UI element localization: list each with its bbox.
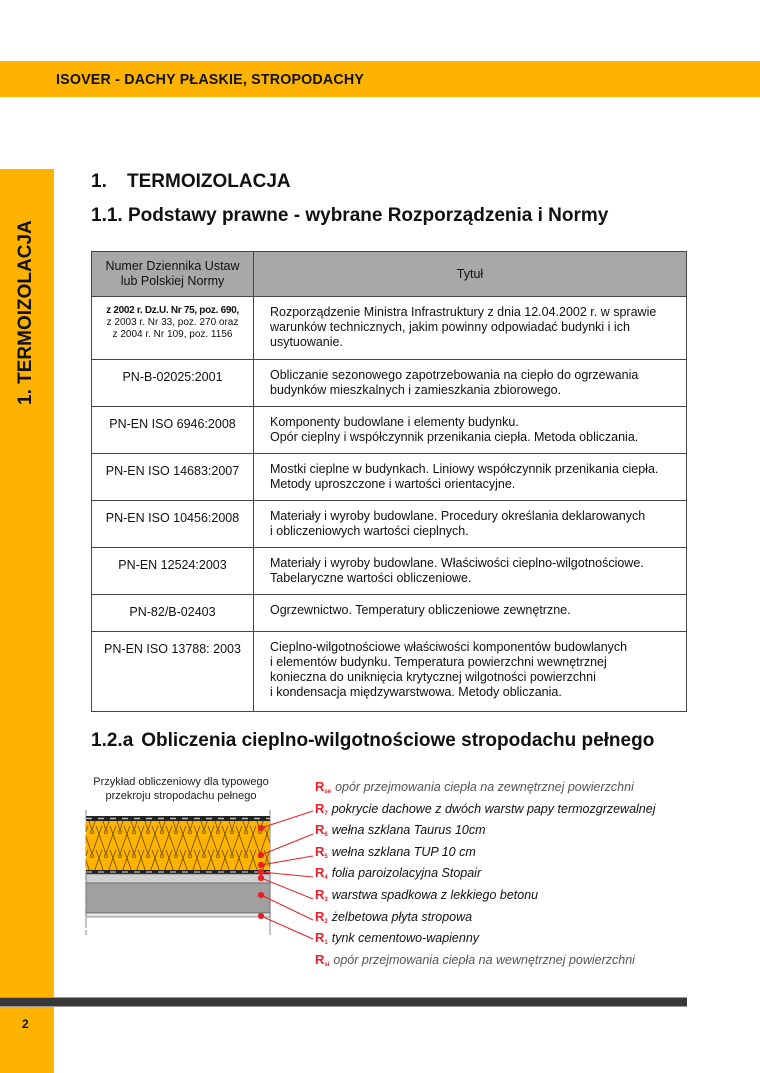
roof-cross-section-diagram	[85, 810, 315, 940]
column-header-number	[92, 252, 254, 297]
norm-code-cell: PN-EN ISO 6946:2008	[92, 407, 254, 454]
legend-item-rsi	[315, 952, 656, 974]
title-line: i kondensacja międzywarstwowa. Metody obliczania.	[270, 685, 562, 699]
legend-item-rse	[315, 779, 656, 801]
page-number: 2	[22, 1017, 29, 1031]
norm-title-cell	[254, 632, 687, 712]
norm-code-cell: PN-EN ISO 13788: 2003	[92, 632, 254, 712]
norm-code-line: z 2002 r. Dz.U. Nr 75, poz. 690,	[106, 305, 239, 316]
subsection-heading-1-1: 1.1. Podstawy prawne - wybrane Rozporządzenia i Normy	[91, 205, 609, 226]
norm-code-cell: PN-EN ISO 14683:2007	[92, 454, 254, 501]
section-number: 1.	[91, 171, 107, 192]
legend-item-r7	[315, 801, 656, 823]
title-line: i elementów budynku. Temperatura powierzchni wewnętrznej	[270, 655, 607, 669]
table-row	[92, 454, 687, 501]
norm-title-cell	[254, 454, 687, 501]
table-row	[92, 297, 687, 360]
title-line: Materiały i wyroby budowlane. Właściwości cieplno-wilgotnościowe.	[270, 556, 644, 570]
table-row	[92, 548, 687, 595]
legend-item-r6	[315, 822, 656, 844]
resistance-symbol: $R_2$	[315, 908, 328, 925]
subsection-heading-1-2a	[91, 730, 654, 752]
header-line: Numer Dziennika Ustaw	[105, 259, 240, 273]
norm-code-cell: PN-B-02025:2001	[92, 360, 254, 407]
resistance-symbol: $R_7$	[315, 800, 328, 817]
legend-item-r3	[315, 887, 656, 909]
footer-divider	[0, 997, 687, 1007]
norm-title-cell	[254, 360, 687, 407]
legend-text: opór przejmowania ciepła na wewnętrznej powierzchni	[333, 952, 635, 967]
sidebar-chapter-label: 1. TERMOIZOLACJA	[15, 220, 36, 405]
norms-table	[91, 251, 687, 712]
norm-code-cell: PN-EN ISO 10456:2008	[92, 501, 254, 548]
title-line: budynków mieszkalnych i zamieszkania zbiorowego.	[270, 383, 562, 397]
resistance-symbol: $R_3$	[315, 886, 328, 903]
layer-legend	[315, 779, 656, 973]
section-heading	[91, 171, 291, 193]
column-header-title: Tytuł	[254, 252, 687, 297]
legend-text: warstwa spadkowa z lekkiego betonu	[331, 887, 539, 902]
title-line: Metody uproszczone i wartości orientacyjne.	[270, 477, 516, 491]
norm-title-cell	[254, 595, 687, 632]
legend-item-r2	[315, 909, 656, 931]
norm-code-cell: PN-82/B-02403	[92, 595, 254, 632]
legend-item-r4	[315, 865, 656, 887]
title-line: Opór cieplny i współczynnik przenikania ciepła. Metoda obliczania.	[270, 430, 639, 444]
norm-code-cell	[92, 297, 254, 360]
norm-title-cell	[254, 501, 687, 548]
resistance-symbol: $R_6$	[315, 822, 328, 839]
legend-text: folia paroizolacyjna Stopair	[331, 866, 482, 881]
title-line: usytuowanie.	[270, 335, 343, 349]
title-line: Ogrzewnictwo. Temperatury obliczeniowe zewnętrzne.	[270, 603, 571, 617]
header-line: lub Polskiej Normy	[120, 274, 225, 288]
subsection-title: Obliczenia cieplno-wilgotnościowe stropodachu pełnego	[141, 730, 655, 751]
legend-text: opór przejmowania ciepła na zewnętrznej powierzchni	[335, 780, 634, 794]
norm-title-cell	[254, 297, 687, 360]
subsection-number: 1.2.a	[91, 730, 134, 751]
caption-line: przekroju stropodachu pełnego	[105, 790, 257, 802]
norm-title-cell	[254, 548, 687, 595]
resistance-symbol: $R_{si}$	[315, 951, 330, 968]
legend-text: tynk cementowo-wapienny	[331, 931, 480, 946]
norm-title-cell	[254, 407, 687, 454]
norm-code-line: z 2003 r. Nr 33, poz. 270 oraz	[106, 317, 239, 328]
diagram-caption	[86, 775, 276, 803]
title-line: Obliczanie sezonowego zapotrzebowania na ciepło do ogrzewania	[270, 368, 639, 382]
legend-text: żelbetowa płyta stropowa	[331, 909, 473, 924]
title-line: Cieplno-wilgotnościowe właściwości komponentów budowlanych	[270, 640, 628, 654]
title-line: warunków technicznych, jakim powinny odpowiadać budynki i ich	[270, 320, 630, 334]
header-band	[0, 61, 760, 97]
legend-text: wełna szklana TUP 10 cm	[331, 844, 476, 859]
title-line: Tabelaryczne wartości obliczeniowe.	[270, 571, 472, 585]
title-line: Komponenty budowlane i elementy budynku.	[270, 415, 519, 429]
resistance-symbol: $R_5$	[315, 843, 328, 860]
table-row	[92, 501, 687, 548]
table-header-row	[92, 252, 687, 297]
table-row	[92, 595, 687, 632]
legend-text: pokrycie dachowe z dwóch warstw papy termozgrzewalnej	[331, 801, 656, 816]
legend-item-r5	[315, 844, 656, 866]
title-line: Materiały i wyroby budowlane. Procedury określania deklarowanych	[270, 509, 646, 523]
resistance-symbol: $R_{se}$	[315, 779, 332, 795]
legend-text: wełna szklana Taurus 10cm	[331, 823, 486, 838]
table-row	[92, 632, 687, 712]
norm-code-line: z 2004 r. Nr 109, poz. 1156	[112, 329, 233, 340]
caption-line: Przykład obliczeniowy dla typowego	[93, 776, 269, 788]
norm-code-cell: PN-EN 12524:2003	[92, 548, 254, 595]
header-title: ISOVER - DACHY PŁASKIE, STROPODACHY	[56, 71, 365, 88]
table-row	[92, 360, 687, 407]
legend-item-r1	[315, 930, 656, 952]
table-row	[92, 407, 687, 454]
title-line: Rozporządzenie Ministra Infrastruktury z dnia 12.04.2002 r. w sprawie	[270, 305, 657, 319]
resistance-symbol: $R_4$	[315, 865, 328, 882]
title-line: i obliczeniowych wartości cieplnych.	[270, 524, 469, 538]
resistance-symbol: $R_1$	[315, 930, 328, 947]
title-line: konieczna do uniknięcia krytycznej wilgotności powierzchni	[270, 670, 596, 684]
title-line: Mostki cieplne w budynkach. Liniowy współczynnik przenikania ciepła.	[270, 462, 659, 476]
section-title: TERMOIZOLACJA	[127, 171, 291, 192]
